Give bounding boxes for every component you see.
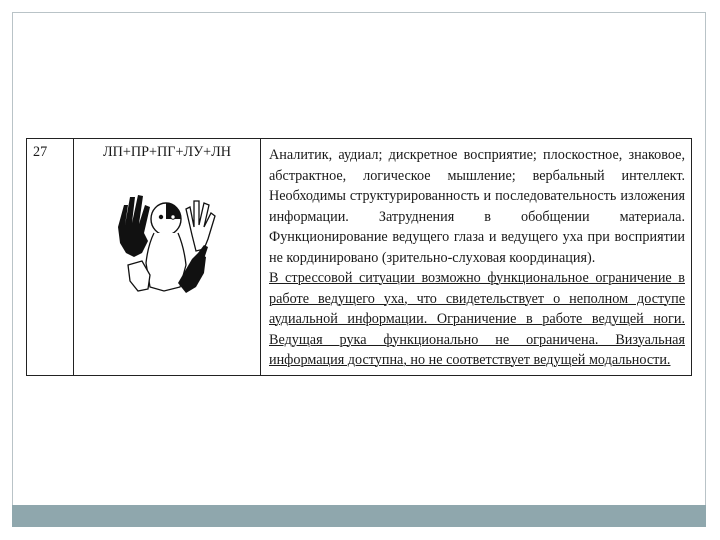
description-cell xyxy=(261,139,692,376)
profile-code-cell xyxy=(74,139,261,376)
profile-code: ЛП+ПР+ПГ+ЛУ+ЛН xyxy=(103,144,231,160)
profile-table xyxy=(26,138,692,376)
description-paragraph-1: Аналитик, аудиал; дискретное восприятие; плоскостное, знаковое, абстрактное, логическое мышление; вербальный интеллект. Необходимы структурированность и последовательность изложения информации. Затруднения в обобщении материала. Функционирование ведущего глаза и ведущего уха при восприятии не кординировано (зрительно-слуховая координация). xyxy=(269,147,685,266)
description-paragraph-2: В стрессовой ситуации возможно функциональное ограничение в работе ведущего уха, что свидетельствует о неполном доступе аудиальной информации. Ограничение в работе ведущей ноги. Ведущая рука функционально не ограничена. Визуальная информация доступна, но не соответствует ведущей модальности. xyxy=(269,270,685,368)
bottom-bar xyxy=(12,505,706,527)
table-row xyxy=(27,139,692,376)
profile-figure-icon xyxy=(108,183,226,301)
row-number-cell xyxy=(27,139,74,376)
row-number: 27 xyxy=(33,144,48,160)
